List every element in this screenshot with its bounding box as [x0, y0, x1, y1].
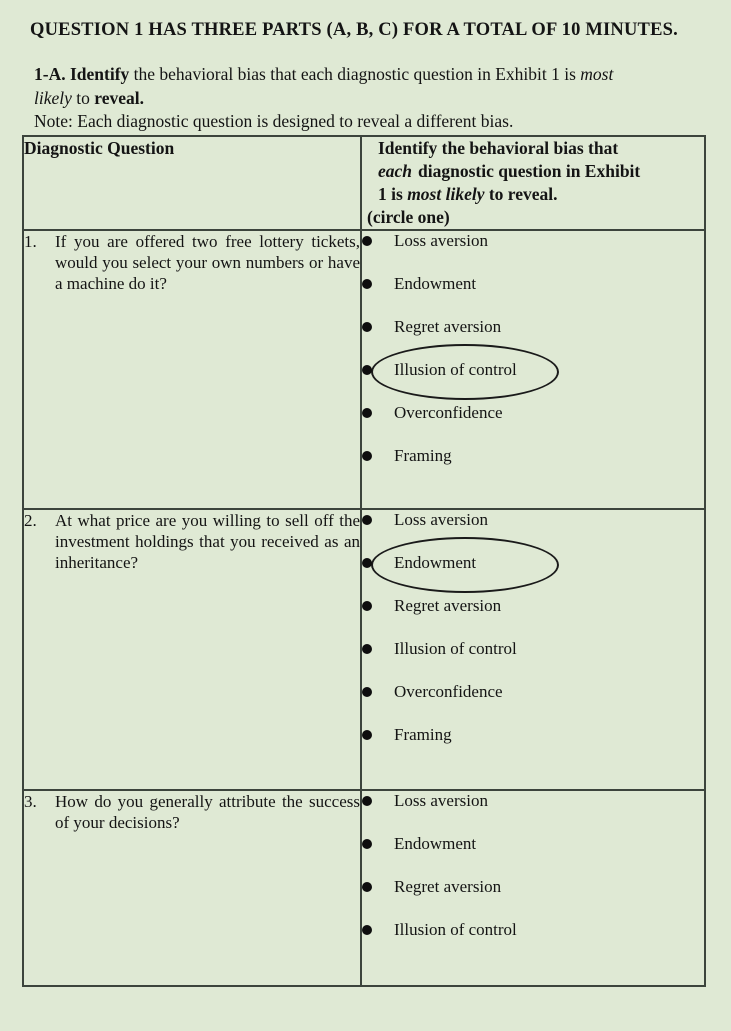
header-line-1: Identify the behavioral bias that	[378, 138, 619, 158]
bullet-icon	[362, 687, 372, 697]
bias-option-list	[362, 510, 704, 745]
bullet-icon	[362, 515, 372, 525]
bias-option	[362, 510, 704, 530]
exam-page	[0, 18, 731, 1031]
bias-option-label: Loss aversion	[394, 231, 488, 250]
bias-option-label: Illusion of control	[394, 920, 517, 939]
bias-option-label: Overconfidence	[394, 403, 503, 422]
question-text: At what price are you willing to sell off the investment holdings that you received as an inheritance?	[55, 511, 360, 572]
bullet-icon	[362, 279, 372, 289]
instruction-1a	[34, 62, 703, 110]
question-number: 2.	[24, 511, 37, 530]
bias-option	[362, 403, 704, 423]
bullet-icon	[362, 558, 372, 568]
bias-option	[362, 596, 704, 616]
question-cell-3	[23, 790, 361, 986]
instruction-italic-most: most	[580, 64, 614, 84]
bullet-icon	[362, 236, 372, 246]
table-row	[23, 509, 705, 790]
question-cell-2	[23, 509, 361, 790]
bullet-icon	[362, 408, 372, 418]
bias-option-list	[362, 231, 704, 466]
bias-option-label: Endowment	[394, 553, 477, 572]
bias-option-label: Regret aversion	[394, 877, 502, 896]
bullet-icon	[362, 882, 372, 892]
instruction-mid: to	[71, 88, 95, 108]
options-cell-2	[361, 509, 705, 790]
bullet-icon	[362, 601, 372, 611]
table-header-row	[23, 136, 705, 230]
bias-option	[362, 791, 704, 811]
bias-option	[362, 446, 704, 466]
bias-option	[362, 360, 704, 380]
instruction-tail: reveal.	[94, 88, 144, 108]
question-number: 3.	[24, 792, 37, 811]
bias-option-label: Endowment	[394, 274, 477, 293]
column-header-diagnostic-question: Diagnostic Question	[23, 136, 361, 230]
bias-option	[362, 639, 704, 659]
instruction-body: the behavioral bias that each diagnostic question in Exhibit 1 is	[129, 64, 581, 84]
header-line-2-italic: each	[378, 161, 413, 181]
bias-option	[362, 682, 704, 702]
bias-option-label: Regret aversion	[394, 596, 502, 615]
instruction-lead: 1-A. Identify	[34, 64, 130, 84]
header-line-2	[362, 160, 704, 183]
bias-option	[362, 231, 704, 251]
bullet-icon	[362, 644, 372, 654]
bullet-icon	[362, 451, 372, 461]
bullet-icon	[362, 839, 372, 849]
question-cell-1	[23, 230, 361, 509]
bias-option-label: Illusion of control	[394, 360, 517, 379]
bias-option	[362, 877, 704, 897]
bias-option	[362, 834, 704, 854]
question-number: 1.	[24, 232, 37, 251]
bias-option-list	[362, 791, 704, 940]
question-text: How do you generally attribute the success of your decisions?	[55, 792, 360, 832]
column-header-identify-bias	[361, 136, 705, 230]
bullet-icon	[362, 365, 372, 375]
bias-option-label: Loss aversion	[394, 510, 488, 529]
table-row	[23, 790, 705, 986]
instruction-italic-likely: likely	[34, 88, 72, 108]
question-text: If you are offered two free lottery tickets, would you select your own numbers or have a machine do it?	[55, 232, 360, 293]
bias-option	[362, 553, 704, 573]
options-cell-3	[361, 790, 705, 986]
header-line-3-italic: most likely	[407, 184, 485, 204]
bias-option	[362, 274, 704, 294]
bullet-icon	[362, 730, 372, 740]
bias-option	[362, 317, 704, 337]
bias-option-label: Regret aversion	[394, 317, 502, 336]
header-circle-one: (circle one)	[367, 207, 450, 227]
bias-option-label: Illusion of control	[394, 639, 517, 658]
bias-option-label: Framing	[394, 725, 452, 744]
bullet-icon	[362, 796, 372, 806]
note-text: Note: Each diagnostic question is designed to reveal a different bias.	[34, 111, 514, 131]
bias-option-label: Overconfidence	[394, 682, 503, 701]
bias-option-label: Framing	[394, 446, 452, 465]
bullet-icon	[362, 322, 372, 332]
diagnostic-table	[22, 135, 706, 987]
table-row	[23, 230, 705, 509]
header-line-2-rest: diagnostic question in Exhibit	[418, 161, 641, 181]
bias-option	[362, 920, 704, 940]
header-line-3	[362, 183, 704, 206]
bullet-icon	[362, 925, 372, 935]
bias-option-label: Loss aversion	[394, 791, 488, 810]
question-banner: QUESTION 1 HAS THREE PARTS (A, B, C) FOR A TOTAL OF 10 MINUTES.	[30, 20, 678, 40]
header-line-3-post: to reveal.	[484, 184, 558, 204]
bias-option	[362, 725, 704, 745]
header-line-3-pre: 1 is	[378, 184, 408, 204]
bias-option-label: Endowment	[394, 834, 477, 853]
options-cell-1	[361, 230, 705, 509]
